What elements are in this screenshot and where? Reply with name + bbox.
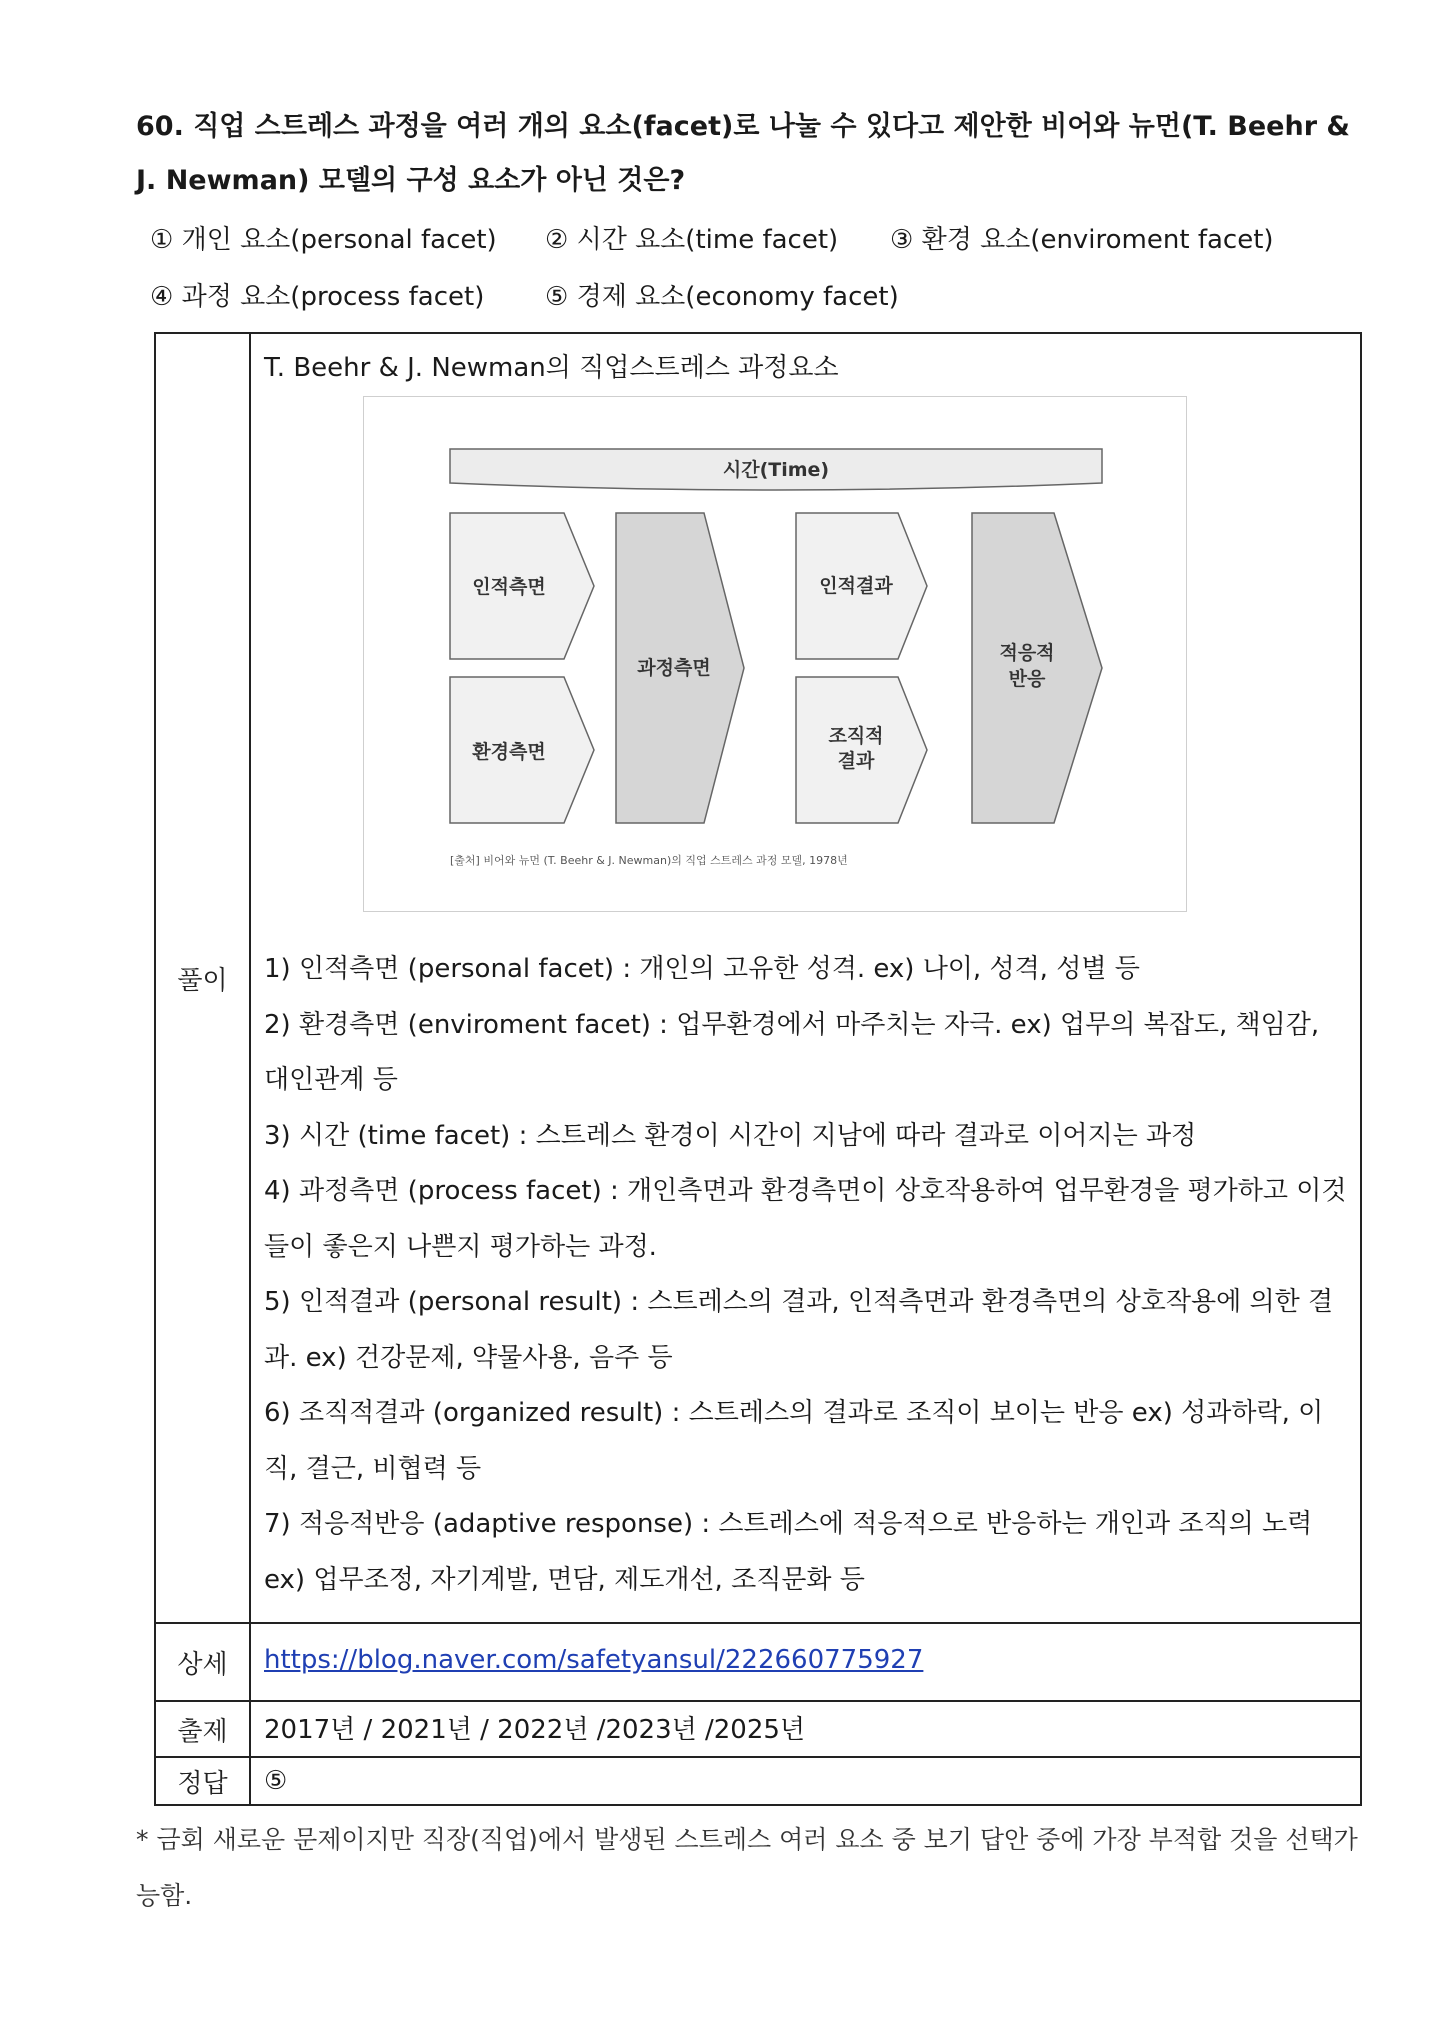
solution-item-3: 3) 시간 (time facet) : 스트레스 환경이 시간이 지남에 따라 결과로 이어지는 과정: [264, 1120, 1197, 1151]
exam-label: 출제: [155, 1701, 250, 1757]
stress-model-figure: [363, 396, 1187, 912]
option-4[interactable]: ④ 과정 요소(process facet): [150, 282, 485, 312]
detail-content: [250, 1623, 1361, 1701]
solution-items: [264, 942, 1352, 1622]
org-result-label-1: 조직적: [828, 725, 884, 747]
solution-item-1: 1) 인적측면 (personal facet) : 개인의 고유한 성격. ex) 나이, 성격, 성별 등: [264, 954, 1140, 984]
stress-model-diagram: [364, 397, 1186, 911]
detail-link[interactable]: https://blog.naver.com/safetyansul/222660775927: [264, 1645, 924, 1675]
question-line-1: 60. 직업 스트레스 과정을 여러 개의 요소(facet)로 나눌 수 있다고 제안한 비어와 뉴먼(T. Beehr &: [136, 111, 1350, 142]
option-5[interactable]: ⑤ 경제 요소(economy facet): [545, 282, 899, 312]
solution-content: [250, 333, 1361, 1623]
solution-label: 풀이: [155, 333, 250, 1623]
solution-table: [154, 332, 1362, 1806]
solution-item-2: 2) 환경측면 (enviroment facet) : 업무환경에서 마주치는 자극. ex) 업무의 복잡도, 책임감, 대인관계 등: [264, 1009, 1320, 1095]
figure-title: T. Beehr & J. Newman의 직업스트레스 과정요소: [264, 353, 839, 383]
environment-facet-label: 환경측면: [472, 741, 546, 763]
detail-label: 상세: [155, 1623, 250, 1701]
option-2[interactable]: ② 시간 요소(time facet): [545, 225, 839, 255]
footnote: * 금회 새로운 문제이지만 직장(직업)에서 발생된 스트레스 여러 요소 중 보기 답안 중에 가장 부적합 것을 선택가능함.: [136, 1825, 1358, 1910]
options: [150, 212, 1274, 326]
detail-row: [155, 1623, 1361, 1701]
solution-item-6: 6) 조직적결과 (organized result) : 스트레스의 결과로 조직이 보이는 반응 ex) 성과하락, 이직, 결근, 비협력 등: [264, 1398, 1324, 1484]
solution-item-7: 7) 적응적반응 (adaptive response) : 스트레스에 적응적으로 반응하는 개인과 조직의 노력 ex) 업무조정, 자기계발, 면담, 제도개선, 조직문화 등: [264, 1509, 1313, 1595]
process-facet-label: 과정측면: [637, 657, 711, 679]
exam-row: [155, 1701, 1361, 1757]
personal-result-label: 인적결과: [819, 575, 893, 597]
answer-label: 정답: [155, 1757, 250, 1805]
figure-source: [출처] 비어와 뉴먼 (T. Beehr & J. Newman)의 직업 스트레스 과정 모델, 1978년: [450, 854, 848, 867]
adaptive-response-label-1: 적응적: [999, 642, 1055, 664]
solution-row: [155, 333, 1361, 1623]
adaptive-response-label-2: 반응: [1008, 668, 1046, 690]
org-result-label-2: 결과: [837, 750, 875, 772]
option-1[interactable]: ① 개인 요소(personal facet): [150, 225, 497, 255]
answer-value: ⑤: [264, 1766, 288, 1796]
solution-item-4: 4) 과정측면 (process facet) : 개인측면과 환경측면이 상호작용하여 업무환경을 평가하고 이것들이 좋은지 나쁜지 평가하는 과정.: [264, 1176, 1347, 1262]
exam-years: 2017년 / 2021년 / 2022년 /2023년 /2025년: [264, 1715, 806, 1745]
exam-content: [250, 1701, 1361, 1757]
time-label: 시간(Time): [722, 459, 830, 481]
answer-content: [250, 1757, 1361, 1805]
question-text: [136, 100, 1361, 208]
option-3[interactable]: ③ 환경 요소(enviroment facet): [890, 225, 1274, 255]
answer-row: [155, 1757, 1361, 1805]
question-line-2: J. Newman) 모델의 구성 요소가 아닌 것은?: [136, 165, 686, 196]
solution-item-5: 5) 인적결과 (personal result) : 스트레스의 결과, 인적측면과 환경측면의 상호작용에 의한 결과. ex) 건강문제, 약물사용, 음주 등: [264, 1287, 1334, 1373]
personal-facet-label: 인적측면: [472, 576, 546, 598]
